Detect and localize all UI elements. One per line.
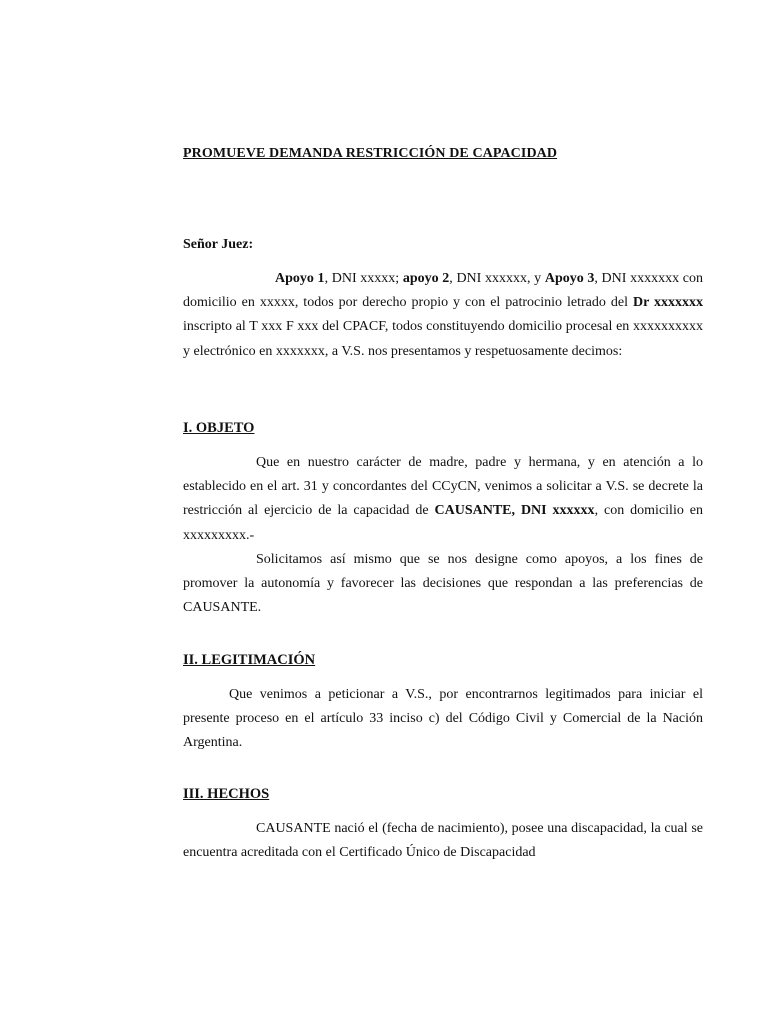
apoyo-1-name: Apoyo 1	[275, 271, 325, 286]
section-heading-hechos: III. HECHOS	[183, 786, 270, 802]
intro-paragraph: Apoyo 1, DNI xxxxx; apoyo 2, DNI xxxxxx, y Apoyo 3, DNI xxxxxxx con domicilio en xxxxx, todos por derecho propio y con el patrocinio letrado del Dr xxxxxxx inscripto al T xxx F xxx del CPACF, todos constituyendo domicilio procesal en xxxxxxxxxx y electrónico en xxxxxxx, a V.S. nos presentamos y respetuosamente decimos:	[183, 271, 703, 359]
salutation: Señor Juez:	[183, 237, 254, 252]
legitimacion-paragraph: Que venimos a peticionar a V.S., por encontrarnos legitimados para iniciar el presente proceso en el artículo 33 inciso c) del Código Civil y Comercial de la Nación Argentina.	[183, 687, 703, 751]
objeto-paragraph-2: Solicitamos así mismo que se nos designe como apoyos, a los fines de promover la autonomía y favorecer las decisiones que respondan a las preferencias de CAUSANTE.	[183, 552, 703, 616]
hechos-paragraph: CAUSANTE nació el (fecha de nacimiento), posee una discapacidad, la cual se encuentra acreditada con el Certificado Único de Discapacidad	[183, 821, 703, 861]
document-page	[183, 0, 703, 1024]
section-heading-legitimacion: II. LEGITIMACIÓN	[183, 652, 316, 668]
document-title: PROMUEVE DEMANDA RESTRICCIÓN DE CAPACIDAD	[183, 146, 558, 161]
section-heading-objeto: I. OBJETO	[183, 420, 255, 436]
doctor-name: Dr xxxxxxx	[632, 295, 703, 311]
objeto-paragraph-1: Que en nuestro carácter de madre, padre y hermana, y en atención a lo establecido en el art. 31 y concordantes del CCyCN, venimos a solicitar a V.S. se decrete la restricción al ejercicio de la capacidad de CAUSANTE, DNI xxxxxx, con domicilio en xxxxxxxxx.-	[183, 455, 703, 543]
apoyo-2-name: apoyo 2	[402, 271, 450, 286]
apoyo-3-name: Apoyo 3	[544, 271, 595, 286]
causante-name: CAUSANTE, DNI xxxxxx	[434, 503, 595, 519]
